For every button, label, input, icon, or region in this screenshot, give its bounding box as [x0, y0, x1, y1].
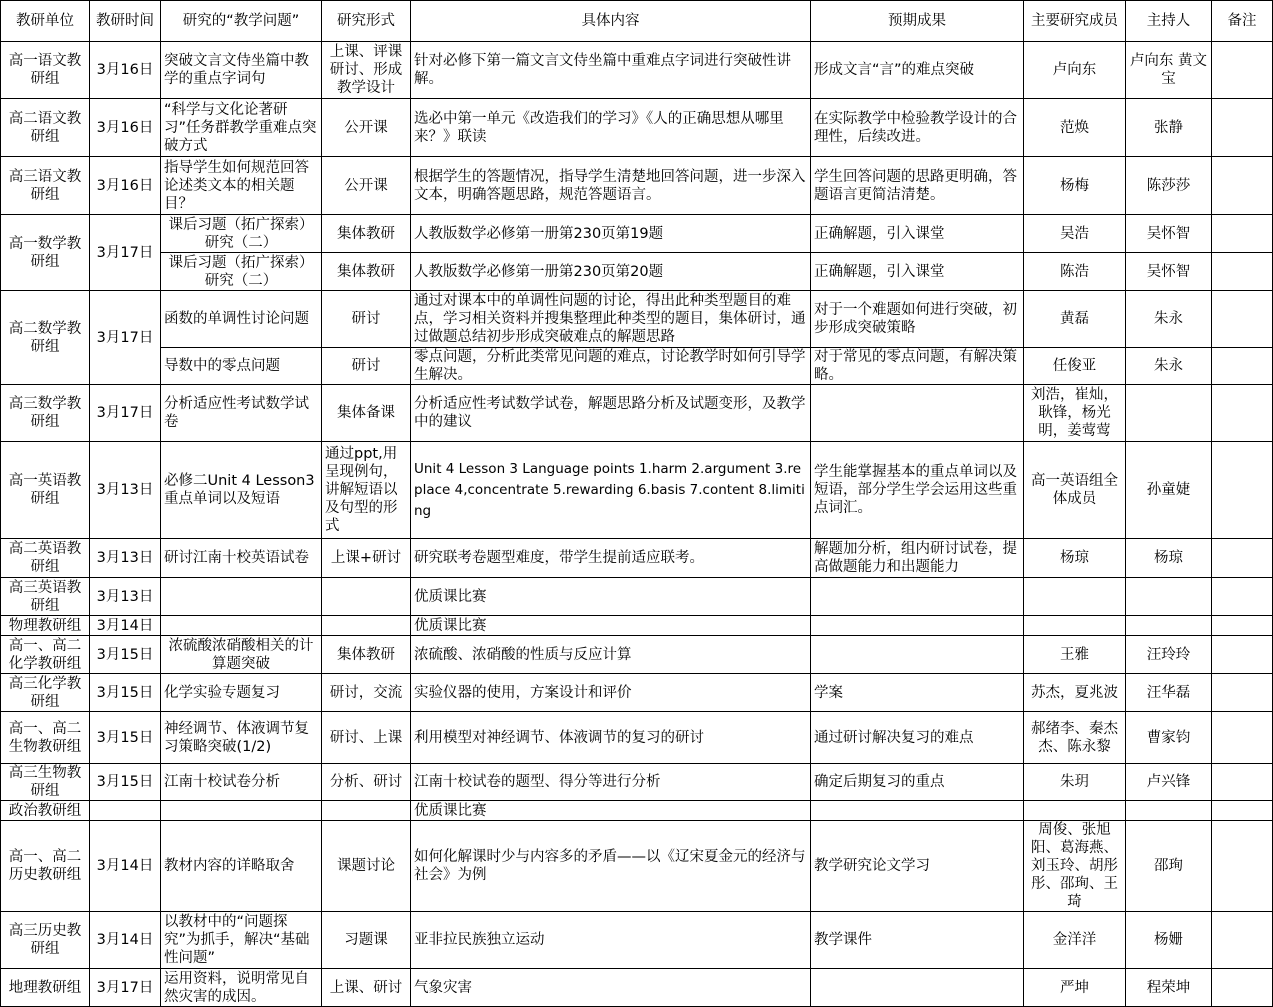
cell-note — [1212, 801, 1273, 821]
cell-problem: 以教材中的“问题探究”为抓手，解决“基础性问题” — [161, 912, 322, 969]
cell-form: 分析、研讨 — [322, 764, 411, 801]
cell-content: 江南十校试卷的题型、得分等进行分析 — [411, 764, 811, 801]
cell-time: 3月13日 — [90, 539, 161, 578]
table-row — [1, 712, 1273, 764]
table-row — [1, 636, 1273, 674]
cell-problem — [161, 578, 322, 616]
cell-host: 卢向东 黄文宝 — [1126, 42, 1212, 99]
cell-content: 根据学生的答题情况，指导学生清楚地回答问题，进一步深入文本，明确答题思路，规范答题语言。 — [411, 157, 811, 215]
cell-content: 选必中第一单元《改造我们的学习》《人的正确思想从哪里来？》联读 — [411, 99, 811, 157]
cell-members — [1024, 578, 1126, 616]
cell-form: 上课、评课研讨、形成教学设计 — [322, 42, 411, 99]
cell-unit: 高三数学教研组 — [1, 385, 90, 442]
header-form: 研究形式 — [322, 1, 411, 42]
cell-unit: 高一英语教研组 — [1, 442, 90, 539]
cell-outcome: 学生能掌握基本的重点单词以及短语，部分学生学会运用这些重点词汇。 — [811, 442, 1024, 539]
table-row — [1, 578, 1273, 616]
table-row — [1, 912, 1273, 969]
cell-outcome — [811, 969, 1024, 1007]
cell-content: 气象灾害 — [411, 969, 811, 1007]
cell-outcome: 解题加分析，组内研讨试卷，提高做题能力和出题能力 — [811, 539, 1024, 578]
cell-problem: 课后习题（拓广探索）研究（二） — [161, 215, 322, 253]
cell-content: 人教版数学必修第一册第230页第20题 — [411, 253, 811, 291]
cell-host: 孙童婕 — [1126, 442, 1212, 539]
table-row — [1, 99, 1273, 157]
cell-unit: 高三生物教研组 — [1, 764, 90, 801]
cell-content: 通过对课本中的单调性问题的讨论，得出此种类型题目的难点，学习相关资料并搜集整理此种类型的题目，集体研讨，通过做题总结初步形成突破难点的解题思路 — [411, 291, 811, 348]
cell-content: 实验仪器的使用，方案设计和评价 — [411, 674, 811, 712]
cell-content: 研究联考卷题型难度，带学生提前适应联考。 — [411, 539, 811, 578]
cell-time: 3月13日 — [90, 578, 161, 616]
cell-problem — [161, 616, 322, 636]
header-unit: 教研单位 — [1, 1, 90, 42]
cell-problem: 函数的单调性讨论问题 — [161, 291, 322, 348]
cell-unit: 高二英语教研组 — [1, 539, 90, 578]
cell-content: 分析适应性考试数学试卷，解题思路分析及试题变形，及教学中的建议 — [411, 385, 811, 442]
cell-content: Unit 4 Lesson 3 Language points 1.harm 2.argument 3.replace 4,concentrate 5.rewarding 6.basis 7.content 8.limiting — [411, 442, 811, 539]
cell-note — [1212, 616, 1273, 636]
cell-time: 3月14日 — [90, 912, 161, 969]
cell-host — [1126, 616, 1212, 636]
cell-problem: 教材内容的详略取舍 — [161, 821, 322, 912]
cell-content: 浓硫酸、浓硝酸的性质与反应计算 — [411, 636, 811, 674]
cell-time: 3月14日 — [90, 616, 161, 636]
cell-unit: 物理教研组 — [1, 616, 90, 636]
cell-members: 严坤 — [1024, 969, 1126, 1007]
cell-unit: 政治教研组 — [1, 801, 90, 821]
cell-members: 范焕 — [1024, 99, 1126, 157]
cell-host: 吴怀智 — [1126, 215, 1212, 253]
cell-host — [1126, 385, 1212, 442]
table-row — [1, 348, 1273, 385]
cell-problem: 分析适应性考试数学试卷 — [161, 385, 322, 442]
cell-outcome: 学生回答问题的思路更明确，答题语言更简洁清楚。 — [811, 157, 1024, 215]
cell-content: 优质课比赛 — [411, 616, 811, 636]
table-row — [1, 616, 1273, 636]
cell-host: 曹家钧 — [1126, 712, 1212, 764]
cell-note — [1212, 291, 1273, 348]
cell-time: 3月15日 — [90, 674, 161, 712]
cell-content: 针对必修下第一篇文言文侍坐篇中重难点字词进行突破性讲解。 — [411, 42, 811, 99]
cell-time — [90, 801, 161, 821]
cell-note — [1212, 764, 1273, 801]
cell-members — [1024, 801, 1126, 821]
cell-note — [1212, 912, 1273, 969]
cell-note — [1212, 385, 1273, 442]
cell-outcome: 对于常见的零点问题，有解决策略。 — [811, 348, 1024, 385]
cell-form — [322, 616, 411, 636]
cell-form: 集体教研 — [322, 253, 411, 291]
cell-outcome: 对于一个难题如何进行突破，初步形成突破策略 — [811, 291, 1024, 348]
cell-problem: 化学实验专题复习 — [161, 674, 322, 712]
table-row — [1, 801, 1273, 821]
cell-note — [1212, 578, 1273, 616]
cell-unit: 高一、高二化学教研组 — [1, 636, 90, 674]
table-row — [1, 764, 1273, 801]
cell-outcome: 在实际教学中检验教学设计的合理性，后续改进。 — [811, 99, 1024, 157]
cell-form: 上课、研讨 — [322, 969, 411, 1007]
cell-note — [1212, 215, 1273, 253]
cell-unit: 高一、高二生物教研组 — [1, 712, 90, 764]
table-row — [1, 42, 1273, 99]
cell-outcome: 教学研究论文学习 — [811, 821, 1024, 912]
cell-outcome: 确定后期复习的重点 — [811, 764, 1024, 801]
cell-form: 上课+研讨 — [322, 539, 411, 578]
cell-note — [1212, 636, 1273, 674]
cell-form: 公开课 — [322, 157, 411, 215]
cell-unit: 地理教研组 — [1, 969, 90, 1007]
cell-unit: 高一语文教研组 — [1, 42, 90, 99]
cell-content: 利用模型对神经调节、体液调节的复习的研讨 — [411, 712, 811, 764]
cell-members: 王雅 — [1024, 636, 1126, 674]
cell-form: 研讨，交流 — [322, 674, 411, 712]
cell-host: 朱永 — [1126, 348, 1212, 385]
cell-problem: 浓硫酸浓硝酸相关的计算题突破 — [161, 636, 322, 674]
cell-problem: 神经调节、体液调节复习策略突破(1/2) — [161, 712, 322, 764]
cell-problem: 突破文言文侍坐篇中教学的重点字词句 — [161, 42, 322, 99]
cell-members: 郝绪李、秦杰杰、陈永黎 — [1024, 712, 1126, 764]
cell-host — [1126, 801, 1212, 821]
cell-members: 杨梅 — [1024, 157, 1126, 215]
cell-unit: 高一数学教研组 — [1, 215, 90, 291]
table-row — [1, 253, 1273, 291]
cell-problem: 课后习题（拓广探索）研究（二） — [161, 253, 322, 291]
cell-unit: 高三英语教研组 — [1, 578, 90, 616]
cell-members: 高一英语组全体成员 — [1024, 442, 1126, 539]
cell-note — [1212, 99, 1273, 157]
cell-time: 3月15日 — [90, 636, 161, 674]
cell-note — [1212, 442, 1273, 539]
cell-outcome — [811, 385, 1024, 442]
cell-problem: 运用资料，说明常见自然灾害的成因。 — [161, 969, 322, 1007]
cell-host — [1126, 578, 1212, 616]
cell-outcome — [811, 616, 1024, 636]
cell-outcome: 通过研讨解决复习的难点 — [811, 712, 1024, 764]
table-row — [1, 291, 1273, 348]
cell-host: 张静 — [1126, 99, 1212, 157]
cell-content: 优质课比赛 — [411, 578, 811, 616]
cell-unit: 高二语文教研组 — [1, 99, 90, 157]
cell-time: 3月16日 — [90, 99, 161, 157]
header-outcome: 预期成果 — [811, 1, 1024, 42]
cell-outcome — [811, 578, 1024, 616]
cell-form: 集体教研 — [322, 636, 411, 674]
table-row — [1, 969, 1273, 1007]
cell-note — [1212, 42, 1273, 99]
cell-members: 吴浩 — [1024, 215, 1126, 253]
cell-note — [1212, 674, 1273, 712]
cell-content: 优质课比赛 — [411, 801, 811, 821]
cell-form — [322, 578, 411, 616]
cell-members: 朱玥 — [1024, 764, 1126, 801]
cell-members: 刘浩，崔灿，耿锋，杨光明，姜莺莺 — [1024, 385, 1126, 442]
cell-outcome: 教学课件 — [811, 912, 1024, 969]
header-time: 教研时间 — [90, 1, 161, 42]
cell-time: 3月17日 — [90, 215, 161, 291]
cell-problem: 江南十校试卷分析 — [161, 764, 322, 801]
cell-host: 程荣坤 — [1126, 969, 1212, 1007]
table-row — [1, 442, 1273, 539]
cell-members — [1024, 616, 1126, 636]
cell-members: 杨琼 — [1024, 539, 1126, 578]
cell-host: 朱永 — [1126, 291, 1212, 348]
cell-time: 3月17日 — [90, 291, 161, 385]
cell-host: 汪玲玲 — [1126, 636, 1212, 674]
table-row — [1, 215, 1273, 253]
cell-host: 汪华磊 — [1126, 674, 1212, 712]
table-row — [1, 821, 1273, 912]
cell-outcome: 正确解题，引入课堂 — [811, 215, 1024, 253]
cell-content: 亚非拉民族独立运动 — [411, 912, 811, 969]
cell-form: 研讨 — [322, 348, 411, 385]
cell-content: 人教版数学必修第一册第230页第19题 — [411, 215, 811, 253]
header-problem: 研究的“教学问题” — [161, 1, 322, 42]
cell-unit: 高三历史教研组 — [1, 912, 90, 969]
header-content: 具体内容 — [411, 1, 811, 42]
table-row — [1, 539, 1273, 578]
cell-outcome — [811, 801, 1024, 821]
cell-host: 邵珣 — [1126, 821, 1212, 912]
cell-unit: 高一、高二历史教研组 — [1, 821, 90, 912]
cell-time: 3月16日 — [90, 157, 161, 215]
header-note: 备注 — [1212, 1, 1273, 42]
cell-note — [1212, 821, 1273, 912]
cell-host: 杨琼 — [1126, 539, 1212, 578]
cell-problem: “科学与文化论著研习”任务群教学重难点突破方式 — [161, 99, 322, 157]
cell-members: 卢向东 — [1024, 42, 1126, 99]
cell-members: 任俊亚 — [1024, 348, 1126, 385]
table-row — [1, 674, 1273, 712]
cell-problem: 研讨江南十校英语试卷 — [161, 539, 322, 578]
cell-problem — [161, 801, 322, 821]
cell-outcome: 形成文言“言”的难点突破 — [811, 42, 1024, 99]
cell-form: 集体备课 — [322, 385, 411, 442]
cell-time: 3月15日 — [90, 712, 161, 764]
cell-form: 集体教研 — [322, 215, 411, 253]
cell-form: 公开课 — [322, 99, 411, 157]
header-row — [1, 1, 1273, 42]
cell-host: 吴怀智 — [1126, 253, 1212, 291]
cell-time: 3月15日 — [90, 764, 161, 801]
cell-form: 研讨 — [322, 291, 411, 348]
table-row — [1, 157, 1273, 215]
header-host: 主持人 — [1126, 1, 1212, 42]
cell-members: 苏杰，夏兆波 — [1024, 674, 1126, 712]
cell-outcome: 学案 — [811, 674, 1024, 712]
cell-note — [1212, 253, 1273, 291]
cell-time: 3月14日 — [90, 821, 161, 912]
cell-form: 研讨、上课 — [322, 712, 411, 764]
cell-time: 3月16日 — [90, 42, 161, 99]
cell-form — [322, 801, 411, 821]
cell-form: 通过ppt,用呈现例句，讲解短语以及句型的形式 — [322, 442, 411, 539]
cell-content: 零点问题，分析此类常见问题的难点，讨论教学时如何引导学生解决。 — [411, 348, 811, 385]
cell-host: 陈莎莎 — [1126, 157, 1212, 215]
cell-host: 卢兴锋 — [1126, 764, 1212, 801]
cell-host: 杨姗 — [1126, 912, 1212, 969]
cell-note — [1212, 348, 1273, 385]
cell-problem: 指导学生如何规范回答论述类文本的相关题目？ — [161, 157, 322, 215]
cell-time: 3月13日 — [90, 442, 161, 539]
table-row — [1, 385, 1273, 442]
cell-problem: 导数中的零点问题 — [161, 348, 322, 385]
cell-note — [1212, 969, 1273, 1007]
cell-outcome — [811, 636, 1024, 674]
cell-time: 3月17日 — [90, 385, 161, 442]
cell-note — [1212, 157, 1273, 215]
cell-content: 如何化解课时少与内容多的矛盾——以《辽宋夏金元的经济与社会》为例 — [411, 821, 811, 912]
cell-outcome: 正确解题，引入课堂 — [811, 253, 1024, 291]
cell-members: 陈浩 — [1024, 253, 1126, 291]
cell-note — [1212, 539, 1273, 578]
cell-unit: 高二数学教研组 — [1, 291, 90, 385]
cell-members: 金洋洋 — [1024, 912, 1126, 969]
cell-time: 3月17日 — [90, 969, 161, 1007]
cell-form: 课题讨论 — [322, 821, 411, 912]
cell-problem: 必修二Unit 4 Lesson3重点单词以及短语 — [161, 442, 322, 539]
header-members: 主要研究成员 — [1024, 1, 1126, 42]
cell-members: 黄磊 — [1024, 291, 1126, 348]
cell-members: 周俊、张旭阳、葛海燕、刘玉玲、胡彤彤、邵珣、王琦 — [1024, 821, 1126, 912]
cell-form: 习题课 — [322, 912, 411, 969]
cell-note — [1212, 712, 1273, 764]
cell-unit: 高三化学教研组 — [1, 674, 90, 712]
cell-unit: 高三语文教研组 — [1, 157, 90, 215]
